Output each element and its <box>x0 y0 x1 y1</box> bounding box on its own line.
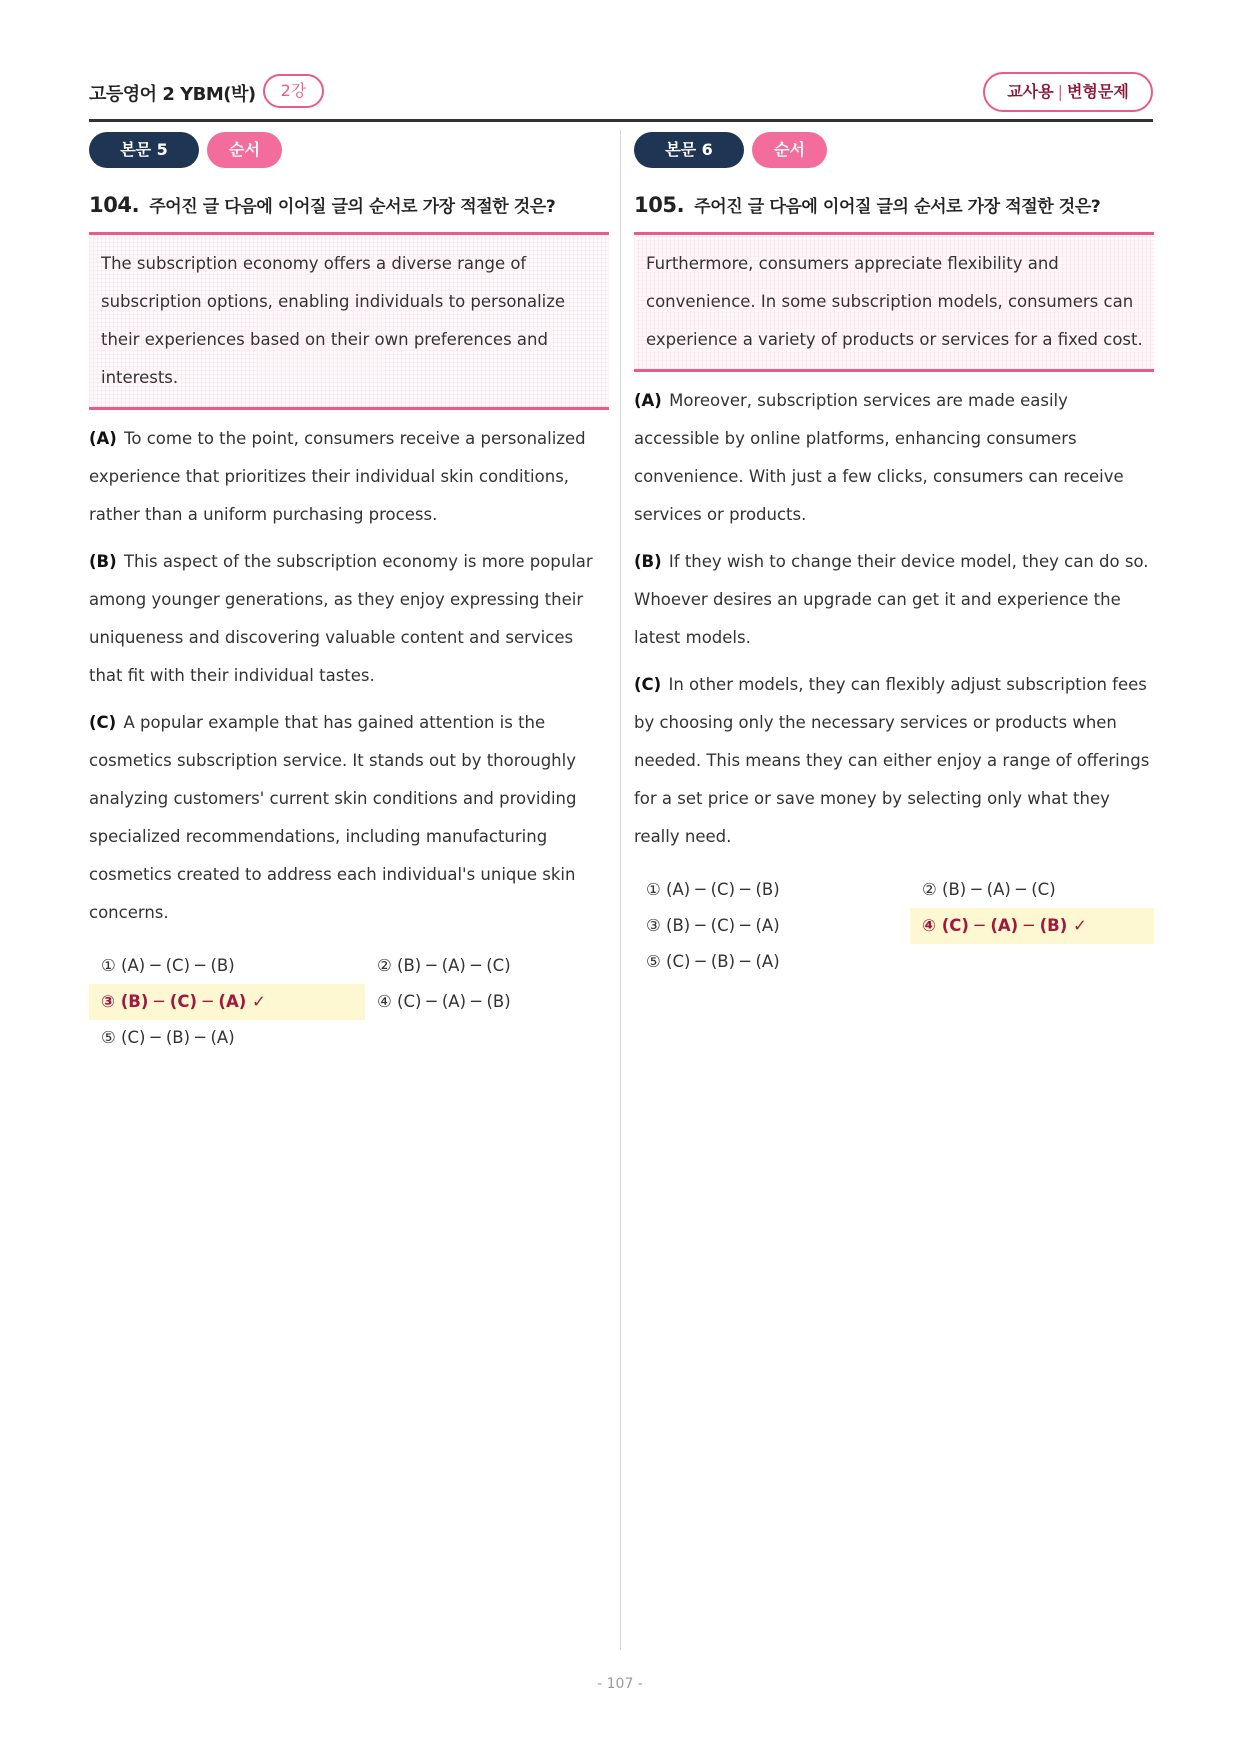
question-105 <box>634 132 1154 980</box>
answer-choices <box>634 872 1154 980</box>
part-text: To come to the point, consumers receive a personalized experience that prioritizes their individual skin conditions, rather than a uniform purchasing process. <box>89 429 586 524</box>
type-tag: 순서 <box>752 132 827 168</box>
part-text: Moreover, subscription services are made easily accessible by online platforms, enhancing consumers convenience. With just a few clicks, consumers can receive services or products. <box>634 391 1124 524</box>
choice-1[interactable]: ① (A) ─ (C) ─ (B) <box>646 880 780 899</box>
lesson-badge: 2강 <box>263 74 324 108</box>
book-title: 고등영어 2 YBM(박) <box>89 84 256 105</box>
answer-choices <box>89 948 609 1056</box>
passage-tag: 본문 6 <box>634 132 744 168</box>
choice-2[interactable]: ② (B) ─ (A) ─ (C) <box>922 880 1056 899</box>
part-c <box>634 666 1154 856</box>
part-label: (A) <box>89 429 117 448</box>
part-a <box>89 420 609 534</box>
choice-5[interactable]: ⑤ (C) ─ (B) ─ (A) <box>646 952 780 971</box>
choice-3[interactable]: ③ (B) ─ (C) ─ (A) <box>646 916 780 935</box>
question-104 <box>89 132 609 1056</box>
question-stem <box>634 192 1154 218</box>
part-c <box>89 704 609 932</box>
question-stem <box>89 192 609 218</box>
audience-label: 교사용 <box>1007 82 1054 101</box>
type-tag: 순서 <box>207 132 282 168</box>
question-text: 주어진 글 다음에 이어질 글의 순서로 가장 적절한 것은? <box>149 197 556 217</box>
part-label: (B) <box>634 552 662 571</box>
choice-4[interactable]: ④ (C) ─ (A) ─ (B) <box>377 992 511 1011</box>
question-number: 105. <box>634 193 685 217</box>
part-b <box>634 543 1154 657</box>
choice-3-correct[interactable]: ③ (B) ─ (C) ─ (A) ✓ <box>89 984 365 1020</box>
part-label: (C) <box>634 675 662 694</box>
part-b <box>89 543 609 695</box>
question-tags <box>634 132 1154 168</box>
choice-2[interactable]: ② (B) ─ (A) ─ (C) <box>377 956 511 975</box>
part-text: This aspect of the subscription economy is more popular among younger generations, as they enjoy expressing their uniqueness and discovering valuable content and services that fit with their individual tastes. <box>89 552 593 685</box>
choice-4-correct[interactable]: ④ (C) ─ (A) ─ (B) ✓ <box>910 908 1154 944</box>
part-label: (A) <box>634 391 662 410</box>
question-text: 주어진 글 다음에 이어질 글의 순서로 가장 적절한 것은? <box>694 197 1101 217</box>
part-a <box>634 382 1154 534</box>
part-label: (B) <box>89 552 117 571</box>
page-number: - 107 - <box>597 1676 643 1692</box>
choice-1[interactable]: ① (A) ─ (C) ─ (B) <box>101 956 235 975</box>
part-text: In other models, they can flexibly adjust subscription fees by choosing only the necessary services or products when needed. This means they can either enjoy a range of offerings for a set price or save money by selecting only what they really need. <box>634 675 1150 846</box>
page-header <box>89 70 1153 122</box>
type-label: 변형문제 <box>1066 82 1129 101</box>
column-divider <box>620 130 621 1650</box>
given-passage: Furthermore, consumers appreciate flexibility and convenience. In some subscription models, consumers can experience a variety of products or services for a fixed cost. <box>634 232 1154 372</box>
badge-separator: | <box>1057 82 1063 101</box>
passage-parts <box>89 420 609 932</box>
part-text: If they wish to change their device model, they can do so. Whoever desires an upgrade can get it and experience the latest models. <box>634 552 1149 647</box>
passage-parts <box>634 382 1154 856</box>
given-passage: The subscription economy offers a diverse range of subscription options, enabling individuals to personalize their experiences based on their own preferences and interests. <box>89 232 609 410</box>
question-tags <box>89 132 609 168</box>
question-number: 104. <box>89 193 140 217</box>
choice-5[interactable]: ⑤ (C) ─ (B) ─ (A) <box>101 1028 235 1047</box>
passage-tag: 본문 5 <box>89 132 199 168</box>
edition-badge <box>983 72 1153 112</box>
part-label: (C) <box>89 713 117 732</box>
part-text: A popular example that has gained attention is the cosmetics subscription service. It stands out by thoroughly analyzing customers' current skin conditions and providing specialized recommendations, including manufacturing cosmetics created to address each individual's unique skin concerns. <box>89 713 577 922</box>
